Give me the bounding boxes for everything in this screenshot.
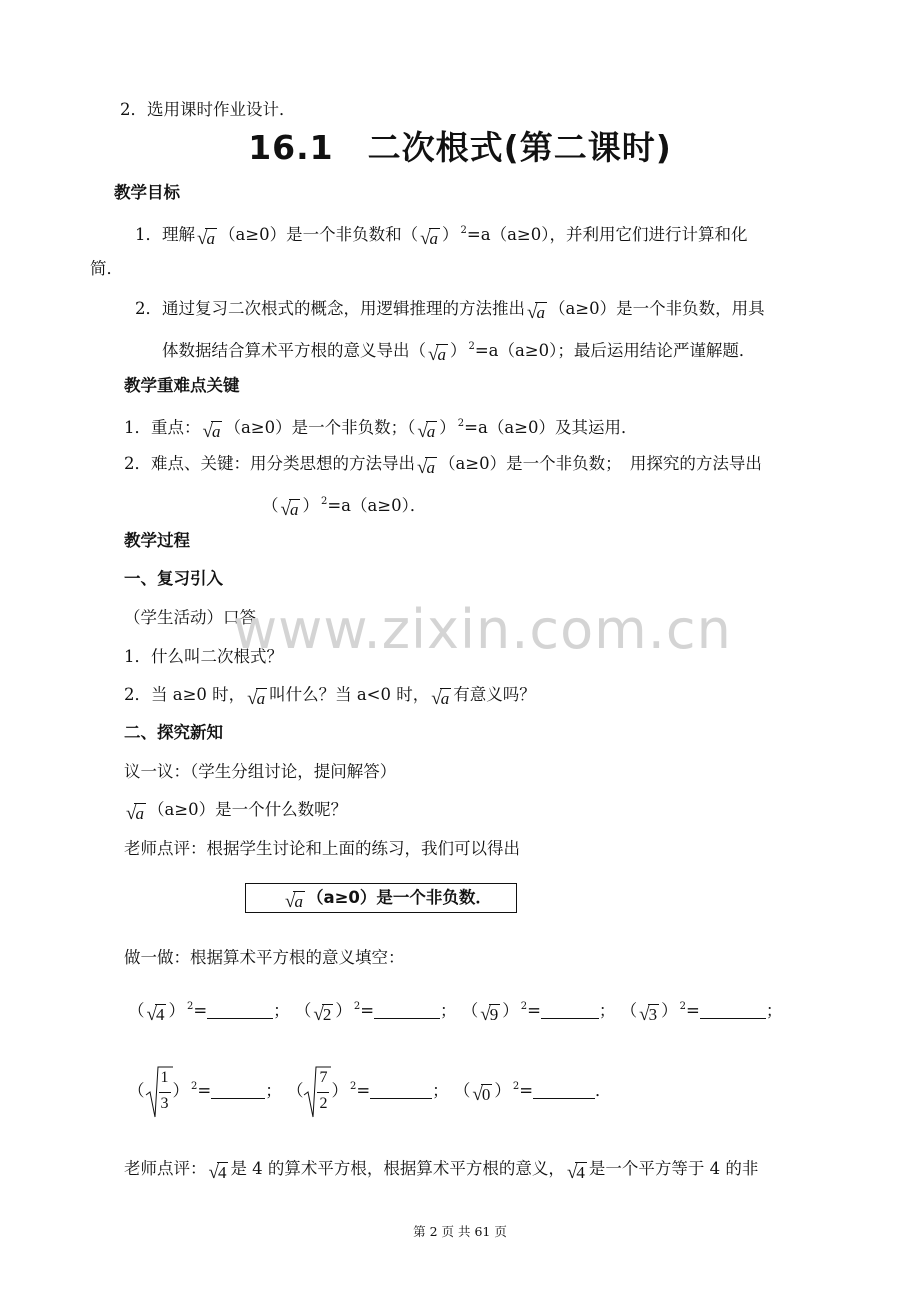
goal-2 [135, 297, 765, 323]
sqrt-a: √a [417, 421, 436, 442]
goal-1: 1．理解 √a （a≥0）是一个非负数和（ √a ） $^2$=a（a≥0），并利用它们进行计算和化 [135, 225, 748, 249]
sqrt-fraction-7-2: $\frac{7}{2}$ [303, 1065, 331, 1119]
sqrt-a: √a [527, 302, 545, 323]
answer-blank[interactable] [370, 1084, 432, 1099]
exercise-row-1: （ √4 ） $^2$= ； （ √2 ） $^2$= ； （ √9 ） $^2$= ； （ √3 ） $^2$= ； [128, 1001, 783, 1025]
condition: （a≥0） [218, 225, 287, 244]
eq-label: = [527, 1001, 541, 1020]
equation: =a（a≥0） [327, 496, 410, 515]
eq-label: = [685, 1001, 700, 1020]
separator: ； [273, 1001, 290, 1020]
equation: =a（a≥0） [474, 341, 558, 360]
condition: （a≥0） [306, 888, 377, 907]
sqrt-a: √a [285, 891, 303, 912]
key-2 [124, 452, 762, 478]
condition: （a≥0） [438, 454, 507, 473]
sqrt-4: √4 [146, 1004, 165, 1025]
separator: ； [765, 1001, 783, 1020]
sqrt-a: √a [428, 344, 446, 365]
key-1: 1．重点： √a （a≥0）是一个非负数；（ √a ） $^2$=a（a≥0）及其运用． [124, 418, 638, 442]
key-1-mid: 是一个非负数；（ [291, 418, 416, 437]
explore-discuss: 议一议：（学生分组讨论，提问解答） [124, 762, 397, 781]
superscript: 2 [191, 1081, 198, 1092]
exercise-row-2: （ $\frac{1}{3}$ ） $^2$= ； （ $\frac{7}{2}$ ） $^2$= ； （ √0 ） $^2$= ． [128, 1060, 612, 1119]
condition: （a≥0） [147, 800, 216, 819]
superscript: 2 [186, 1001, 194, 1012]
separator: ； [265, 1081, 282, 1100]
sqrt-a: √a [431, 688, 450, 709]
answer-blank[interactable] [207, 1004, 273, 1019]
review-q1: 1．什么叫二次根式？ [124, 647, 283, 666]
sqrt-a: √a [280, 499, 299, 520]
answer-blank[interactable] [541, 1004, 599, 1019]
goal-1-text: 1．理解 [135, 225, 195, 244]
goal-2-line2: 体数据结合算术平方根的意义导出（ √a ） $^2$=a（a≥0）；最后运用结论严谨解题． [162, 341, 756, 365]
keys-heading: 教学重难点关键 [124, 376, 240, 395]
explore-question [124, 798, 347, 824]
explore-question-post: 是一个什么数呢？ [215, 800, 348, 819]
key-2-mid: 是一个非负数； 用探究的方法导出 [506, 454, 762, 473]
equation: =a（a≥0） [464, 418, 555, 437]
teacher-comment-2-mid: 是 4 的算术平方根，根据算术平方根的意义， [230, 1159, 565, 1178]
separator: ； [598, 1001, 616, 1020]
goal-2-line2-pre: 体数据结合算术平方根的意义导出（ [162, 341, 426, 360]
goal-1-wrap: 简． [90, 259, 123, 278]
separator: ； [440, 1001, 457, 1020]
goal-2-line2-post: ；最后运用结论严谨解题． [557, 341, 756, 360]
review-q2-post: 有意义吗？ [453, 685, 536, 704]
key-2-line2: （ √a ） $^2$=a（a≥0）． [262, 496, 427, 520]
goal-2-mid: 是一个非负数，用具 [616, 299, 765, 318]
goal-1-post: ，并利用它们进行计算和化 [549, 225, 748, 244]
answer-blank[interactable] [533, 1084, 595, 1099]
sqrt-a: √a [420, 228, 439, 249]
key-1-post: 及其运用． [555, 418, 638, 437]
eq-label: = [360, 1001, 375, 1020]
teacher-comment-2-pre: 老师点评： [124, 1159, 207, 1178]
superscript: 2 [320, 496, 328, 507]
superscript: 2 [468, 341, 475, 352]
superscript: 2 [349, 1081, 357, 1092]
condition: （a≥0） [548, 299, 617, 318]
review-q2-pre: 2．当 a≥0 时， [124, 685, 246, 704]
sqrt-3: √3 [639, 1004, 658, 1025]
teacher-comment-2-post: 是一个平方等于 4 的非 [588, 1159, 759, 1178]
key-1-pre: 1．重点： [124, 418, 201, 437]
key-2-line2-post: ． [409, 496, 427, 515]
watermark: www.zixin.com.cn [233, 598, 732, 661]
process-heading: 教学过程 [124, 531, 190, 550]
answer-blank[interactable] [211, 1084, 265, 1099]
key-2-pre: 2．难点、关键：用分类思想的方法导出 [124, 454, 415, 473]
sqrt-4: √4 [208, 1162, 227, 1183]
superscript: 2 [520, 1001, 528, 1012]
eq-label: = [197, 1081, 212, 1100]
header-line: 2．选用课时作业设计． [120, 100, 296, 119]
superscript: 2 [460, 225, 467, 236]
condition: （a≥0） [224, 418, 292, 437]
eq-label: = [193, 1001, 208, 1020]
sqrt-fraction-1-3: $\frac{1}{3}$ [145, 1065, 173, 1119]
sqrt-a: √a [202, 421, 221, 442]
superscript: 2 [353, 1001, 361, 1012]
superscript: 2 [457, 418, 465, 429]
review-q2-mid: 叫什么？当 a<0 时， [269, 685, 430, 704]
equation: =a（a≥0） [466, 225, 550, 244]
separator: ； [432, 1081, 449, 1100]
boxed-post: 是一个非负数． [376, 888, 492, 907]
sqrt-0: √0 [472, 1084, 491, 1105]
page-footer: 第 2 页 共 61 页 [413, 1224, 507, 1239]
sqrt-a: √a [417, 457, 435, 478]
sqrt-a: √a [197, 228, 215, 249]
sqrt-a: √a [126, 803, 144, 824]
sqrt-2: √2 [313, 1004, 332, 1025]
explore-heading: 二、探究新知 [124, 723, 223, 742]
eq-label: = [356, 1081, 371, 1100]
end-mark: ． [595, 1081, 612, 1100]
superscript: 2 [679, 1001, 686, 1012]
boxed-conclusion-text [283, 886, 492, 912]
review-q2 [124, 683, 536, 709]
do-it: 做一做：根据算术平方根的意义填空： [124, 948, 405, 967]
goal-1-mid: 是一个非负数和（ [286, 225, 419, 244]
page-title: 16.1 二次根式(第二课时) [248, 128, 672, 167]
goals-heading: 教学目标 [114, 183, 180, 202]
goal-2-text: 2．通过复习二次根式的概念，用逻辑推理的方法推出 [135, 299, 525, 318]
answer-blank[interactable] [700, 1004, 766, 1019]
review-heading: 一、复习引入 [124, 569, 223, 588]
teacher-comment-2 [124, 1157, 758, 1183]
superscript: 2 [512, 1081, 520, 1092]
teacher-comment: 老师点评：根据学生讨论和上面的练习，我们可以得出 [124, 839, 520, 858]
review-activity: （学生活动）口答 [124, 608, 256, 627]
sqrt-9: √9 [480, 1004, 499, 1025]
answer-blank[interactable] [374, 1004, 440, 1019]
eq-label: = [519, 1081, 534, 1100]
sqrt-4: √4 [566, 1162, 585, 1183]
sqrt-a: √a [247, 688, 266, 709]
